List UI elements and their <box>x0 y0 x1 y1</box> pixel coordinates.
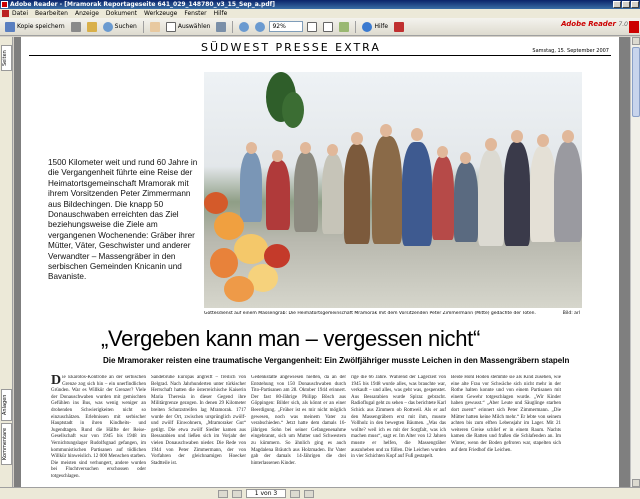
brand-version: 7.0 <box>618 21 628 28</box>
flower-shape <box>210 248 238 278</box>
tree-shape <box>282 92 304 128</box>
scroll-thumb[interactable] <box>632 47 640 117</box>
adobe-reader-brand <box>561 20 628 28</box>
vertical-scrollbar[interactable] <box>630 37 640 487</box>
window-title: Adobe Reader - [Mramorak Reportageseite 641_029_148780_v3_15_Sep_a.pdf] <box>10 1 275 8</box>
article-column-4 <box>351 375 446 487</box>
email-button[interactable] <box>85 20 99 33</box>
menu-fenster[interactable]: Fenster <box>184 10 207 17</box>
toolbar-separator <box>143 21 144 33</box>
window-controls <box>613 1 639 8</box>
column-text: ie Ekarotos-Kontrolle an der serbischen Grenze zog sich hin – ein unerfindlichen Gründen. War es Willkür der Grenzer? Viele der Donauschwaben wurden mit gemischten Gefühlen ins Bus, was wenig weniger an drohenden Schwierigkeiten nicht so einzuschätzen. Erlebnissen mit serbischer Hauptstadt in ihren Kindheits- und Jugendtagen. Rund die Hälfte der Reise-Gesellschaft war von 1945 bis 1948 im Vernichtungslager Rudolfsgnad gefangen, im kommunistischen Partisanen auf tödlichen Willkür hinweislich. 12 000 Menschen starben. Die meisten sind verhungert, andere wurden bei Fluchtversuchen erschossen oder totgeschlagen. <box>51 375 146 479</box>
page-indicator[interactable]: 1 von 3 <box>246 489 286 498</box>
pdf-page <box>21 37 619 487</box>
headline: „Vergeben kann man – vergessen nicht“ <box>101 326 481 351</box>
person-head <box>380 124 392 137</box>
adobe-app-icon <box>1 1 8 8</box>
text-select-icon <box>166 22 176 32</box>
menu-dokument[interactable]: Dokument <box>105 10 137 17</box>
tools-icon <box>394 22 404 32</box>
tab-attachments[interactable]: Anlagen <box>1 389 12 421</box>
column-text: Sandebrühe Europas angreift – freilich von Belgrad. Nach Jahrhunderten unter türkischer Herrschaft hatten die österreichische Kaiserin Maria Theresia in dieser Gegend ihre Militärgrenze gezogen. In denen 29 Kilometer breiten Schutzstreifen lag Mramorak. 1717 wurde der Ort, zwischen ursprünglich zwölf- und zwölf Einwohnern, „Mramoraker Gut“ getilgt. Die etwa zwölf Siedler kamen aus Bessarabien und ließen sich im Vorjahr der vielen Donauschwaben nieder. Die Rede von 1944 von Peter Zimmermann, der von Vorfahren der gleichnamigen Hoecker Stadtteile ist. <box>151 375 246 466</box>
person <box>344 144 370 244</box>
search-icon <box>103 22 113 32</box>
column-text: Gedenkstätte angewiesen hielten, da an der Entstehung von 150 Donauschwaben durch Tito-Partisanen am 28. Oktober 1944 erinnert. Der fast 80-Jährige Philipp Bösch aus Göppingen: Bilder sich, als könnt er an einer Beerdigung. „Früher ist es mir nicht möglich gewesen, noch was meinem Vater zu verabschieden.“ Jetzt hatte dem damals 16-jährigen Sohn bei seiner Gefangenenahme eingebrannt, sich um Mutter und Schwestern zu kümmern. So ähnlich ging es auch Magdalena Bräutch aus Holzmaden. Ihr Vater gab der damals 14-Jährigen die drei hinterlassenen Kinder. <box>251 375 346 466</box>
flower-shape <box>234 234 268 264</box>
person <box>554 142 582 242</box>
photo-caption: Gottesdienst auf einem Massengrab: Die Heimatortsgemeinschaft Mramorak mit dem Vorsitzenden Peter Zimmermann (Mitte) gedachte der Toten. <box>204 311 536 316</box>
person-head <box>411 128 423 141</box>
print-icon <box>71 22 81 32</box>
menu-werkzeuge[interactable]: Werkzeuge <box>143 10 178 17</box>
flower-shape <box>204 192 228 214</box>
fit-width-icon <box>323 22 333 32</box>
navigation-panel <box>0 37 13 487</box>
previous-page-button[interactable] <box>232 490 242 498</box>
scroll-down-arrow[interactable] <box>632 479 640 487</box>
column-text: Beide Hohl Hoden stemmte sie als Kind zusehen, wie eine alte Frau vor Schwäche sich nicht mehr in der Rothe halten konnte und von einem Partisanen mit einem Gewehr totgeschlagen wurde. „Wir Kinder haben gewusst.“ „Aber Leute und Säuglinge starben dort zuerst“ erinnert sich Peter Zimmermann. „Die Mütter hatten keine Milch mehr.“ Er lebte von seinem achten bis zum elften Lebensjahr im Lager. Mit 21 weiteren Greise schlief er in einem Raum. Nachts kamen die Ratten und fraßen die Schlafenden an. Im Winter, wenn der Boden gefroren war, stapelten sich auf dem Friedhof die Leichen. <box>451 375 561 453</box>
person <box>454 162 478 242</box>
next-page-button[interactable] <box>290 490 300 498</box>
search-label: Suchen <box>114 23 137 30</box>
intro-paragraph: 1500 Kilometer weit und rund 60 Jahre in die Vergangenheit führte eine Reise der Heimatortsgemeinschaft Mramorak mit ihrem Vorsitzenden Peter Zimmermann aus Bildechingen. Die knapp 50 Donauschwaben erreichten das Ziel beziehungsweise die Ziele am vergangenen Wochenende: Gräber ihrer Mütter, Väter, Geschwister und anderer Verwandter – Massengräber in den serbischen Gemeinden Knicanin und Bavaniste. <box>48 158 198 282</box>
hand-tool-button[interactable] <box>148 20 162 33</box>
person <box>294 152 318 232</box>
tab-comments[interactable]: Kommentare <box>1 423 12 465</box>
help-icon <box>362 22 372 32</box>
first-page-button[interactable] <box>218 490 228 498</box>
issue-date: Samstag, 15. September 2007 <box>532 48 609 54</box>
person <box>402 142 432 246</box>
menu-bearbeiten[interactable]: Bearbeiten <box>35 10 68 17</box>
select-tool-button[interactable] <box>164 20 213 33</box>
document-menu-icon[interactable] <box>2 10 9 17</box>
flower-shape <box>224 276 254 302</box>
column-text: rige die 66 Jahre. Während der Lagerzeit von 1945 bis 1948 wurde alles, was brauchte war, verkauft – und alles, was geht was, gespenstet. Aus Bessarabien wurde Spiraz gebracht. Radioflugal geht zu sehen – das berichtete Karl Schick aus Zimmern ob Rottweil. Als er auf den Massengräbern erst mit ihm, musste Vollholz in den bewegten Bäumen. „Was das wollte? weil ich es mit der Sorgfalt, was ich machen muss“, sagt er. Im Alter von 12 Jahren musste er helfen, die Massengräber auszuheben und zu füllen. Die Leichen wurden in vier Schichten Kopf auf Fuß gestapelt. <box>351 375 446 460</box>
status-bar <box>0 487 640 499</box>
zoom-in-icon <box>239 22 249 32</box>
menu-bar <box>0 9 640 18</box>
title-bar <box>0 0 640 9</box>
sub-headline: Die Mramoraker reisten eine traumatische Vergangenheit: Ein Zwölfjähriger musste Leichen in den Massengräbern stapeln <box>103 356 570 365</box>
select-label: Auswählen <box>177 23 211 30</box>
zoom-out-button[interactable] <box>253 20 267 33</box>
email-icon <box>87 22 97 32</box>
last-page-button[interactable] <box>304 490 314 498</box>
person-head <box>351 132 363 145</box>
person-head <box>437 146 448 158</box>
close-button[interactable] <box>631 1 639 8</box>
brand-label: Adobe Reader <box>561 20 617 28</box>
article-column-5 <box>451 375 561 487</box>
fit-width-button[interactable] <box>321 20 335 33</box>
person-head <box>485 138 497 151</box>
camera-icon <box>216 22 226 32</box>
search-button[interactable] <box>101 20 139 33</box>
flower-shape <box>264 244 290 268</box>
zoom-in-button[interactable] <box>237 20 251 33</box>
person-head <box>300 142 311 154</box>
menu-hilfe[interactable]: Hilfe <box>213 10 228 17</box>
zoom-out-icon <box>255 22 265 32</box>
person-head <box>511 130 523 143</box>
maximize-button[interactable] <box>622 1 630 8</box>
person <box>266 160 290 230</box>
flower-shape <box>214 212 244 240</box>
article-column-3 <box>251 375 346 487</box>
drop-cap: D <box>51 375 62 388</box>
person <box>322 154 344 234</box>
person-head <box>562 130 574 143</box>
toolbar-separator <box>232 21 233 33</box>
scroll-up-arrow[interactable] <box>632 37 640 45</box>
rotate-button[interactable] <box>337 20 351 33</box>
save-copy-label: Kopie speichern <box>17 23 65 30</box>
snapshot-button[interactable] <box>214 20 228 33</box>
toolbar <box>0 18 640 36</box>
document-view[interactable] <box>14 37 630 487</box>
masthead-rule <box>29 55 611 56</box>
help-label: Hilfe <box>374 23 389 30</box>
photo-credit: Bild: arl <box>562 311 580 316</box>
article-column-2 <box>151 375 246 487</box>
person-head <box>246 142 257 154</box>
masthead: SÜDWEST PRESSE EXTRA <box>201 41 381 54</box>
person <box>240 152 262 222</box>
fit-page-icon <box>307 22 317 32</box>
menu-datei[interactable]: Datei <box>12 10 29 17</box>
tab-pages[interactable]: Seiten <box>1 45 12 71</box>
person <box>478 150 504 246</box>
zoom-input[interactable]: 92% <box>269 21 303 32</box>
person-head <box>537 134 549 147</box>
help-button[interactable] <box>360 20 390 33</box>
person-head <box>327 144 338 156</box>
extra-tool-button[interactable] <box>392 20 406 33</box>
save-copy-button[interactable] <box>3 20 67 33</box>
menu-anzeige[interactable]: Anzeige <box>74 10 99 17</box>
group-photo <box>204 72 582 308</box>
adobe-logo-icon <box>629 21 639 33</box>
minimize-button[interactable] <box>613 1 621 8</box>
print-button[interactable] <box>69 20 83 33</box>
toolbar-separator <box>355 21 356 33</box>
rotate-icon <box>339 22 349 32</box>
person <box>432 156 454 240</box>
article-column-1 <box>51 375 146 487</box>
person <box>504 142 530 246</box>
person <box>372 136 402 244</box>
fit-page-button[interactable] <box>305 20 319 33</box>
person-head <box>272 150 283 162</box>
save-icon <box>5 22 15 32</box>
person <box>530 146 556 242</box>
hand-icon <box>150 22 160 32</box>
person-head <box>460 152 471 164</box>
